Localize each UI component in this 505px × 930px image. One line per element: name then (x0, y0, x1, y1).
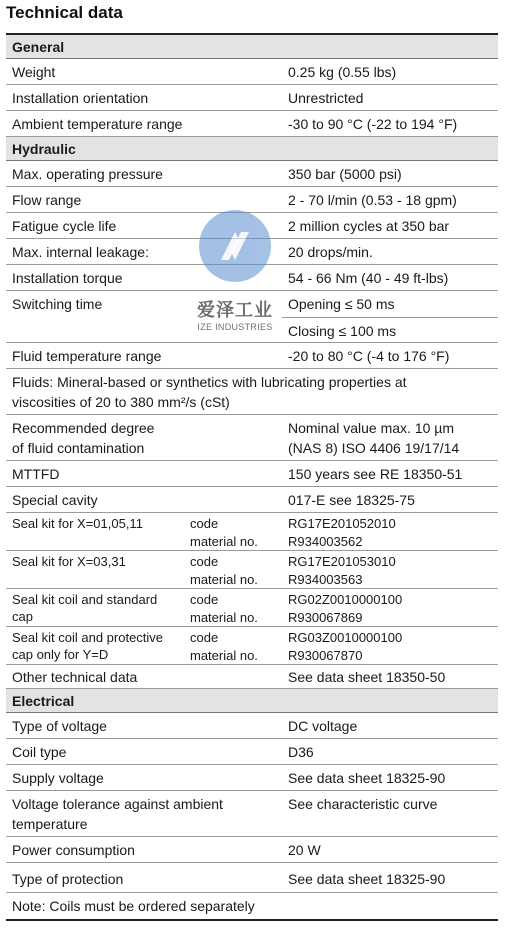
row-label: Coil type (12, 744, 67, 760)
switching-values (282, 291, 498, 342)
code-value: RG02Z0010000100 (288, 592, 403, 607)
label-line-1: Voltage tolerance against ambient (12, 796, 223, 812)
row-label: Switching time (12, 296, 103, 312)
row-value: 20 W (288, 842, 321, 858)
fluids-description (6, 369, 498, 415)
label-line-1: Seal kit coil and standard (12, 592, 158, 607)
code-key: code (190, 516, 219, 531)
row-label (6, 415, 282, 460)
row-value: 2 - 70 l/min (0.53 - 18 gpm) (288, 192, 457, 208)
code-key: code (190, 630, 219, 645)
code-value: RG17E201053010 (288, 554, 396, 569)
row-value: 2 million cycles at 350 bar (288, 218, 450, 234)
section-general-header: General (6, 35, 498, 59)
page-title: Technical data (6, 3, 123, 22)
material-value: R934003562 (288, 534, 363, 549)
coils-note: Note: Coils must be ordered separately (6, 893, 498, 921)
row-value: -30 to 90 °C (-22 to 194 °F) (288, 116, 458, 132)
voltage-tolerance-row (6, 791, 498, 837)
label-line-1: Seal kit for X=03,31 (12, 554, 126, 569)
row-value: 350 bar (5000 psi) (288, 166, 402, 182)
row-label: Fatigue cycle life (12, 218, 117, 234)
row-label: Installation torque (12, 270, 123, 286)
seal-kit-row (6, 551, 498, 589)
table-row (6, 213, 498, 239)
row-label: Type of protection (12, 871, 124, 887)
material-value: R934003563 (288, 572, 363, 587)
seal-kit-label (6, 513, 186, 550)
label-line-2: cap only for Y=D (12, 647, 109, 662)
seal-kit-label (6, 589, 186, 626)
table-row (6, 59, 498, 85)
material-key: material no. (190, 572, 258, 587)
row-value: DC voltage (288, 718, 358, 734)
fluids-line-1: Fluids: Mineral-based or synthetics with lubricating properties at (12, 374, 407, 390)
opening-time: Opening ≤ 50 ms (288, 296, 395, 312)
row-label: Weight (12, 64, 56, 80)
material-value: R930067869 (288, 610, 363, 625)
seal-kit-label (6, 551, 186, 588)
row-label: Special cavity (12, 492, 98, 508)
table-row (6, 863, 498, 893)
material-key: material no. (190, 610, 258, 625)
table-row (6, 461, 498, 487)
table-row (6, 265, 498, 291)
table-row (6, 187, 498, 213)
section-electrical-header: Electrical (6, 689, 498, 713)
label-line-2: cap (12, 609, 33, 624)
row-value: 017-E see 18325-75 (288, 492, 415, 508)
row-label: Type of voltage (12, 718, 107, 734)
code-value: RG03Z0010000100 (288, 630, 403, 645)
row-label: Max. internal leakage: (12, 244, 149, 260)
row-value: D36 (288, 744, 314, 760)
technical-data-table (6, 33, 498, 921)
row-value: 54 - 66 Nm (40 - 49 ft-lbs) (288, 270, 449, 286)
seal-kit-values (282, 589, 498, 626)
code-value: RG17E201052010 (288, 516, 396, 531)
row-value: See data sheet 18325-90 (288, 770, 446, 786)
section-hydraulic-header: Hydraulic (6, 137, 498, 161)
row-label (6, 791, 282, 836)
seal-kit-keys (186, 627, 282, 664)
row-label: Installation orientation (12, 90, 149, 106)
row-label: Supply voltage (12, 770, 104, 786)
seal-kit-keys (186, 551, 282, 588)
row-value (282, 415, 498, 460)
seal-kit-row (6, 513, 498, 551)
seal-kit-values (282, 513, 498, 550)
table-row (6, 343, 498, 369)
row-value: Unrestricted (288, 90, 364, 106)
material-key: material no. (190, 648, 258, 663)
closing-time: Closing ≤ 100 ms (282, 317, 498, 343)
table-row (6, 239, 498, 265)
label-line-2: temperature (12, 816, 88, 832)
row-label: Fluid temperature range (12, 348, 162, 364)
fluids-line-2: viscosities of 20 to 380 mm²/s (cSt) (12, 394, 230, 410)
row-value: See data sheet 18350-50 (288, 669, 446, 685)
seal-kit-row (6, 627, 498, 665)
row-value: -20 to 80 °C (-4 to 176 °F) (288, 348, 450, 364)
row-value: See characteristic curve (288, 796, 438, 812)
table-row (6, 837, 498, 863)
label-line-1: Recommended degree (12, 420, 155, 436)
table-row (6, 739, 498, 765)
value-line-2: (NAS 8) ISO 4406 19/17/14 (288, 440, 460, 456)
row-label: Ambient temperature range (12, 116, 183, 132)
row-label: Power consumption (12, 842, 135, 858)
row-value: 150 years see RE 18350-51 (288, 466, 463, 482)
contamination-row (6, 415, 498, 461)
table-row (6, 765, 498, 791)
seal-kit-keys (186, 589, 282, 626)
code-key: code (190, 554, 219, 569)
row-label: MTTFD (12, 466, 60, 482)
table-row (6, 85, 498, 111)
seal-kit-row (6, 589, 498, 627)
material-key: material no. (190, 534, 258, 549)
table-row (6, 713, 498, 739)
switching-time-row (6, 291, 498, 343)
seal-kit-values (282, 627, 498, 664)
seal-kit-keys (186, 513, 282, 550)
row-value: See data sheet 18325-90 (288, 871, 446, 887)
seal-kit-values (282, 551, 498, 588)
table-row (6, 665, 498, 689)
table-row (6, 111, 498, 137)
row-label: Max. operating pressure (12, 166, 163, 182)
label-line-1: Seal kit for X=01,05,11 (12, 516, 143, 531)
code-key: code (190, 592, 219, 607)
value-line-1: Nominal value max. 10 µm (288, 420, 455, 436)
material-value: R930067870 (288, 648, 363, 663)
row-label: Flow range (12, 192, 82, 208)
watermark-english-text: IZE INDUSTRIES (197, 322, 273, 332)
label-line-1: Seal kit coil and protective (12, 630, 164, 645)
table-row (6, 161, 498, 187)
row-value: 20 drops/min. (288, 244, 373, 260)
watermark-chinese-text: 爱泽工业 (197, 300, 273, 320)
row-value: 0.25 kg (0.55 lbs) (288, 64, 397, 80)
label-line-2: of fluid contamination (12, 440, 145, 456)
seal-kit-label (6, 627, 186, 664)
row-label: Other technical data (12, 669, 138, 685)
table-row (6, 487, 498, 513)
